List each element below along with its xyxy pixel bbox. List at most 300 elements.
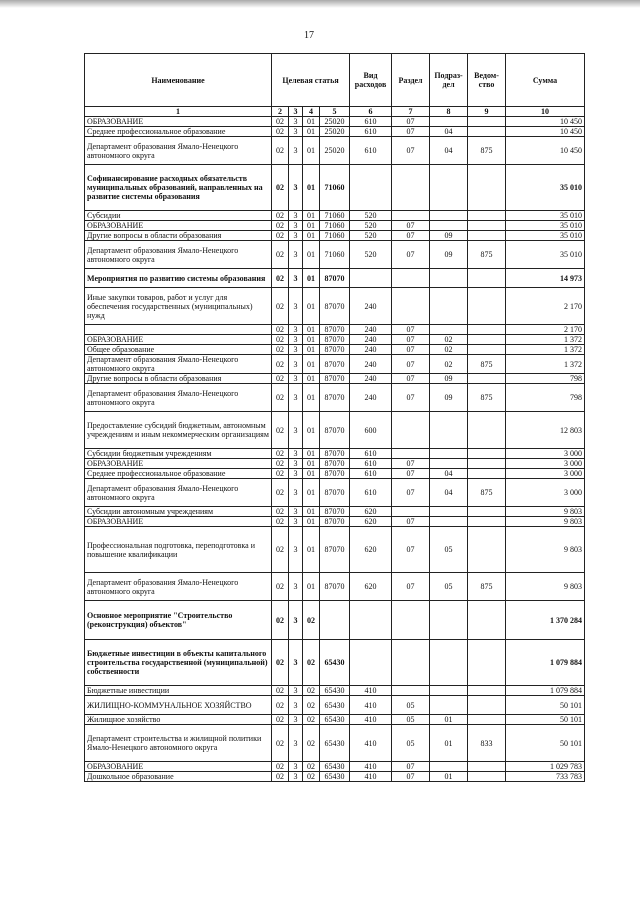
amount: 3 000 [506, 459, 585, 469]
target-program: 02 [272, 241, 289, 269]
target-code: 87070 [320, 384, 350, 412]
subsection: 09 [430, 231, 468, 241]
section [392, 211, 430, 221]
table-row [85, 715, 585, 725]
section: 07 [392, 335, 430, 345]
section [392, 640, 430, 686]
amount: 2 170 [506, 288, 585, 325]
subsection: 04 [430, 127, 468, 137]
section: 07 [392, 374, 430, 384]
row-name: Профессиональная подготовка, переподготовка и повышение квалификации [85, 527, 272, 573]
department-code: 875 [468, 241, 506, 269]
target-program: 02 [272, 231, 289, 241]
colnum: 3 [289, 107, 303, 117]
target-program: 02 [272, 715, 289, 725]
target-code: 87070 [320, 325, 350, 335]
target-subprogram: 3 [289, 412, 303, 449]
table-row [85, 288, 585, 325]
expense-type: 610 [350, 469, 392, 479]
subsection [430, 165, 468, 211]
colnum: 8 [430, 107, 468, 117]
target-event: 01 [303, 507, 320, 517]
expense-type: 410 [350, 686, 392, 696]
target-subprogram: 3 [289, 127, 303, 137]
department-code [468, 231, 506, 241]
department-code [468, 517, 506, 527]
target-event: 01 [303, 269, 320, 288]
target-subprogram: 3 [289, 517, 303, 527]
section: 07 [392, 241, 430, 269]
section [392, 601, 430, 640]
section: 07 [392, 527, 430, 573]
department-code [468, 412, 506, 449]
subsection [430, 117, 468, 127]
subsection: 04 [430, 137, 468, 165]
target-subprogram: 3 [289, 507, 303, 517]
table-row [85, 469, 585, 479]
expense-type: 610 [350, 137, 392, 165]
target-program: 02 [272, 355, 289, 374]
target-code: 25020 [320, 137, 350, 165]
subsection [430, 459, 468, 469]
row-name: Софинансирование расходных обязательств муниципальных образований, направленных на развитие системы образования [85, 165, 272, 211]
expense-type: 610 [350, 127, 392, 137]
target-program: 02 [272, 335, 289, 345]
target-program: 02 [272, 345, 289, 355]
department-code: 875 [468, 479, 506, 507]
target-program: 02 [272, 517, 289, 527]
table-row [85, 517, 585, 527]
target-program: 02 [272, 459, 289, 469]
colnum: 5 [320, 107, 350, 117]
target-event: 01 [303, 527, 320, 573]
subsection: 05 [430, 527, 468, 573]
target-code: 71060 [320, 231, 350, 241]
subsection [430, 696, 468, 715]
header-summa: Сумма [506, 54, 585, 107]
expense-type: 520 [350, 241, 392, 269]
expense-type: 410 [350, 696, 392, 715]
section [392, 412, 430, 449]
amount: 1 372 [506, 355, 585, 374]
department-code [468, 117, 506, 127]
section: 07 [392, 573, 430, 601]
department-code [468, 345, 506, 355]
row-name: ОБРАЗОВАНИЕ [85, 221, 272, 231]
department-code: 875 [468, 137, 506, 165]
expense-type: 240 [350, 325, 392, 335]
table-row [85, 573, 585, 601]
amount: 9 803 [506, 507, 585, 517]
table-row [85, 696, 585, 715]
row-name: Бюджетные инвестиции [85, 686, 272, 696]
table-row [85, 601, 585, 640]
amount: 35 010 [506, 165, 585, 211]
amount: 10 450 [506, 127, 585, 137]
row-name: Субсидии бюджетным учреждениям [85, 449, 272, 459]
target-event: 01 [303, 127, 320, 137]
target-program: 02 [272, 640, 289, 686]
target-code [320, 601, 350, 640]
target-event: 01 [303, 469, 320, 479]
target-subprogram: 3 [289, 241, 303, 269]
target-subprogram: 3 [289, 384, 303, 412]
table-row [85, 772, 585, 782]
row-name: ОБРАЗОВАНИЕ [85, 762, 272, 772]
target-event: 02 [303, 696, 320, 715]
header-target: Целевая статья [272, 54, 350, 107]
subsection: 02 [430, 335, 468, 345]
subsection [430, 507, 468, 517]
expense-type: 520 [350, 221, 392, 231]
table-row [85, 412, 585, 449]
target-code: 65430 [320, 772, 350, 782]
colnum: 2 [272, 107, 289, 117]
row-name: Иные закупки товаров, работ и услуг для обеспечения государственных (муниципальных) нужд [85, 288, 272, 325]
target-subprogram: 3 [289, 479, 303, 507]
section: 05 [392, 715, 430, 725]
amount: 1 029 783 [506, 762, 585, 772]
amount: 35 010 [506, 211, 585, 221]
table-row [85, 231, 585, 241]
target-code: 25020 [320, 127, 350, 137]
department-code: 875 [468, 355, 506, 374]
department-code [468, 127, 506, 137]
target-event: 01 [303, 459, 320, 469]
target-subprogram: 3 [289, 345, 303, 355]
department-code [468, 459, 506, 469]
subsection: 02 [430, 355, 468, 374]
department-code [468, 165, 506, 211]
table-row [85, 325, 585, 335]
scan-edge-smear [0, 0, 640, 8]
target-event: 01 [303, 325, 320, 335]
expense-type: 240 [350, 355, 392, 374]
amount: 35 010 [506, 241, 585, 269]
subsection: 09 [430, 384, 468, 412]
target-event: 02 [303, 640, 320, 686]
subsection: 09 [430, 374, 468, 384]
amount: 35 010 [506, 221, 585, 231]
target-code: 87070 [320, 527, 350, 573]
department-code [468, 449, 506, 459]
colnum: 10 [506, 107, 585, 117]
target-subprogram: 3 [289, 725, 303, 762]
row-name: Департамент образования Ямало-Ненецкого автономного округа [85, 479, 272, 507]
department-code [468, 696, 506, 715]
target-event: 02 [303, 725, 320, 762]
target-code: 87070 [320, 335, 350, 345]
table-row [85, 527, 585, 573]
subsection [430, 517, 468, 527]
target-code: 25020 [320, 117, 350, 127]
amount: 10 450 [506, 137, 585, 165]
expense-type: 240 [350, 374, 392, 384]
table-row [85, 211, 585, 221]
department-code [468, 772, 506, 782]
table-row [85, 127, 585, 137]
amount: 1 372 [506, 335, 585, 345]
target-program: 02 [272, 696, 289, 715]
target-subprogram: 3 [289, 573, 303, 601]
subsection [430, 601, 468, 640]
target-program: 02 [272, 288, 289, 325]
amount: 9 803 [506, 517, 585, 527]
target-event: 01 [303, 117, 320, 127]
amount: 9 803 [506, 573, 585, 601]
colnum: 9 [468, 107, 506, 117]
target-code: 87070 [320, 449, 350, 459]
target-event: 01 [303, 165, 320, 211]
subsection [430, 686, 468, 696]
target-code: 87070 [320, 517, 350, 527]
department-code [468, 325, 506, 335]
header-vid: Вид расходов [350, 54, 392, 107]
table-row [85, 374, 585, 384]
section [392, 686, 430, 696]
target-code: 87070 [320, 573, 350, 601]
row-name: Департамент образования Ямало-Ненецкого автономного округа [85, 573, 272, 601]
department-code [468, 288, 506, 325]
section [392, 165, 430, 211]
subsection: 01 [430, 725, 468, 762]
target-subprogram: 3 [289, 269, 303, 288]
row-name: Основное мероприятие "Строительство (реконструкция) объектов" [85, 601, 272, 640]
table-row [85, 165, 585, 211]
target-event: 01 [303, 479, 320, 507]
target-subprogram: 3 [289, 762, 303, 772]
expense-type: 620 [350, 573, 392, 601]
department-code [468, 335, 506, 345]
target-code: 71060 [320, 221, 350, 231]
target-program: 02 [272, 601, 289, 640]
row-name: Жилищное хозяйство [85, 715, 272, 725]
table-row [85, 355, 585, 374]
table-row [85, 459, 585, 469]
amount: 1 372 [506, 345, 585, 355]
row-name: Общее образование [85, 345, 272, 355]
target-subprogram: 3 [289, 325, 303, 335]
row-name: Другие вопросы в области образования [85, 374, 272, 384]
section: 05 [392, 725, 430, 762]
section: 07 [392, 221, 430, 231]
target-code: 87070 [320, 469, 350, 479]
target-program: 02 [272, 384, 289, 412]
expense-type [350, 269, 392, 288]
target-code: 71060 [320, 211, 350, 221]
expense-type: 240 [350, 384, 392, 412]
table-row [85, 241, 585, 269]
table-row [85, 479, 585, 507]
target-subprogram: 3 [289, 640, 303, 686]
section: 07 [392, 384, 430, 412]
amount: 35 010 [506, 231, 585, 241]
expense-type: 620 [350, 517, 392, 527]
target-program: 02 [272, 573, 289, 601]
subsection [430, 211, 468, 221]
expense-type: 410 [350, 715, 392, 725]
row-name: Среднее профессиональное образование [85, 469, 272, 479]
target-event: 01 [303, 288, 320, 325]
table-row [85, 507, 585, 517]
subsection [430, 412, 468, 449]
expense-type: 610 [350, 449, 392, 459]
target-subprogram: 3 [289, 686, 303, 696]
target-subprogram: 3 [289, 696, 303, 715]
target-subprogram: 3 [289, 211, 303, 221]
target-subprogram: 3 [289, 527, 303, 573]
target-code: 87070 [320, 355, 350, 374]
section: 05 [392, 696, 430, 715]
table-row [85, 384, 585, 412]
row-name: ОБРАЗОВАНИЕ [85, 459, 272, 469]
row-name: Департамент образования Ямало-Ненецкого автономного округа [85, 137, 272, 165]
expense-type: 410 [350, 762, 392, 772]
amount: 2 170 [506, 325, 585, 335]
header-razdel: Раздел [392, 54, 430, 107]
amount: 50 101 [506, 715, 585, 725]
colnum: 6 [350, 107, 392, 117]
target-program: 02 [272, 762, 289, 772]
colnum: 4 [303, 107, 320, 117]
amount: 9 803 [506, 527, 585, 573]
target-program: 02 [272, 117, 289, 127]
department-code: 875 [468, 573, 506, 601]
table-row [85, 725, 585, 762]
table-body [85, 117, 585, 782]
expense-type: 240 [350, 288, 392, 325]
expense-type: 240 [350, 345, 392, 355]
target-event: 01 [303, 241, 320, 269]
row-name: ЖИЛИЩНО-КОММУНАЛЬНОЕ ХОЗЯЙСТВО [85, 696, 272, 715]
amount: 1 370 284 [506, 601, 585, 640]
section: 07 [392, 459, 430, 469]
row-name: Предоставление субсидий бюджетным, автономным учреждениям и иным некоммерческим организациям [85, 412, 272, 449]
target-program: 02 [272, 527, 289, 573]
target-event: 01 [303, 412, 320, 449]
row-name [85, 325, 272, 335]
expense-type [350, 640, 392, 686]
subsection [430, 325, 468, 335]
row-name: Департамент образования Ямало-Ненецкого автономного округа [85, 384, 272, 412]
target-program: 02 [272, 165, 289, 211]
target-program: 02 [272, 725, 289, 762]
table-row [85, 117, 585, 127]
target-event: 01 [303, 517, 320, 527]
target-event: 01 [303, 384, 320, 412]
target-program: 02 [272, 479, 289, 507]
expense-type: 610 [350, 117, 392, 127]
target-program: 02 [272, 449, 289, 459]
amount: 1 079 884 [506, 686, 585, 696]
target-program: 02 [272, 137, 289, 165]
target-code: 87070 [320, 288, 350, 325]
target-code: 65430 [320, 725, 350, 762]
target-event: 01 [303, 211, 320, 221]
target-event: 01 [303, 137, 320, 165]
target-subprogram: 3 [289, 449, 303, 459]
department-code [468, 715, 506, 725]
row-name: Дошкольное образование [85, 772, 272, 782]
department-code [468, 507, 506, 517]
target-program: 02 [272, 221, 289, 231]
target-subprogram: 3 [289, 355, 303, 374]
target-event: 02 [303, 762, 320, 772]
target-event: 01 [303, 221, 320, 231]
colnum: 1 [85, 107, 272, 117]
subsection [430, 640, 468, 686]
amount: 798 [506, 384, 585, 412]
amount: 798 [506, 374, 585, 384]
row-name: Другие вопросы в области образования [85, 231, 272, 241]
target-code: 65430 [320, 640, 350, 686]
expense-type: 610 [350, 459, 392, 469]
target-code: 87070 [320, 459, 350, 469]
target-event: 01 [303, 573, 320, 601]
budget-table [84, 53, 585, 782]
colnum: 7 [392, 107, 430, 117]
amount: 733 783 [506, 772, 585, 782]
amount: 50 101 [506, 725, 585, 762]
target-subprogram: 3 [289, 231, 303, 241]
department-code: 875 [468, 384, 506, 412]
expense-type: 620 [350, 507, 392, 517]
subsection [430, 288, 468, 325]
target-subprogram: 3 [289, 165, 303, 211]
subsection [430, 762, 468, 772]
header-podrazdel: Подраз-дел [430, 54, 468, 107]
expense-type: 410 [350, 725, 392, 762]
target-subprogram: 3 [289, 772, 303, 782]
row-name: Департамент образования Ямало-Ненецкого автономного округа [85, 355, 272, 374]
target-program: 02 [272, 412, 289, 449]
amount: 50 101 [506, 696, 585, 715]
amount: 1 079 884 [506, 640, 585, 686]
section: 07 [392, 479, 430, 507]
subsection: 05 [430, 573, 468, 601]
target-program: 02 [272, 269, 289, 288]
target-event: 02 [303, 601, 320, 640]
department-code [468, 469, 506, 479]
subsection: 01 [430, 772, 468, 782]
row-name: Среднее профессиональное образование [85, 127, 272, 137]
target-event: 02 [303, 715, 320, 725]
table-row [85, 686, 585, 696]
target-event: 02 [303, 686, 320, 696]
section [392, 269, 430, 288]
section [392, 507, 430, 517]
table-header-row [85, 54, 585, 107]
subsection: 02 [430, 345, 468, 355]
subsection: 09 [430, 241, 468, 269]
target-code: 71060 [320, 165, 350, 211]
section: 07 [392, 355, 430, 374]
department-code: 833 [468, 725, 506, 762]
header-name: Наименование [85, 54, 272, 107]
section: 07 [392, 469, 430, 479]
column-number-row [85, 107, 585, 117]
target-program: 02 [272, 325, 289, 335]
target-code: 65430 [320, 686, 350, 696]
target-subprogram: 3 [289, 137, 303, 165]
target-subprogram: 3 [289, 601, 303, 640]
expense-type: 240 [350, 335, 392, 345]
department-code [468, 527, 506, 573]
row-name: Департамент строительства и жилищной политики Ямало-Ненецкого автономного округа [85, 725, 272, 762]
target-code: 87070 [320, 412, 350, 449]
target-code: 87070 [320, 345, 350, 355]
amount: 12 803 [506, 412, 585, 449]
